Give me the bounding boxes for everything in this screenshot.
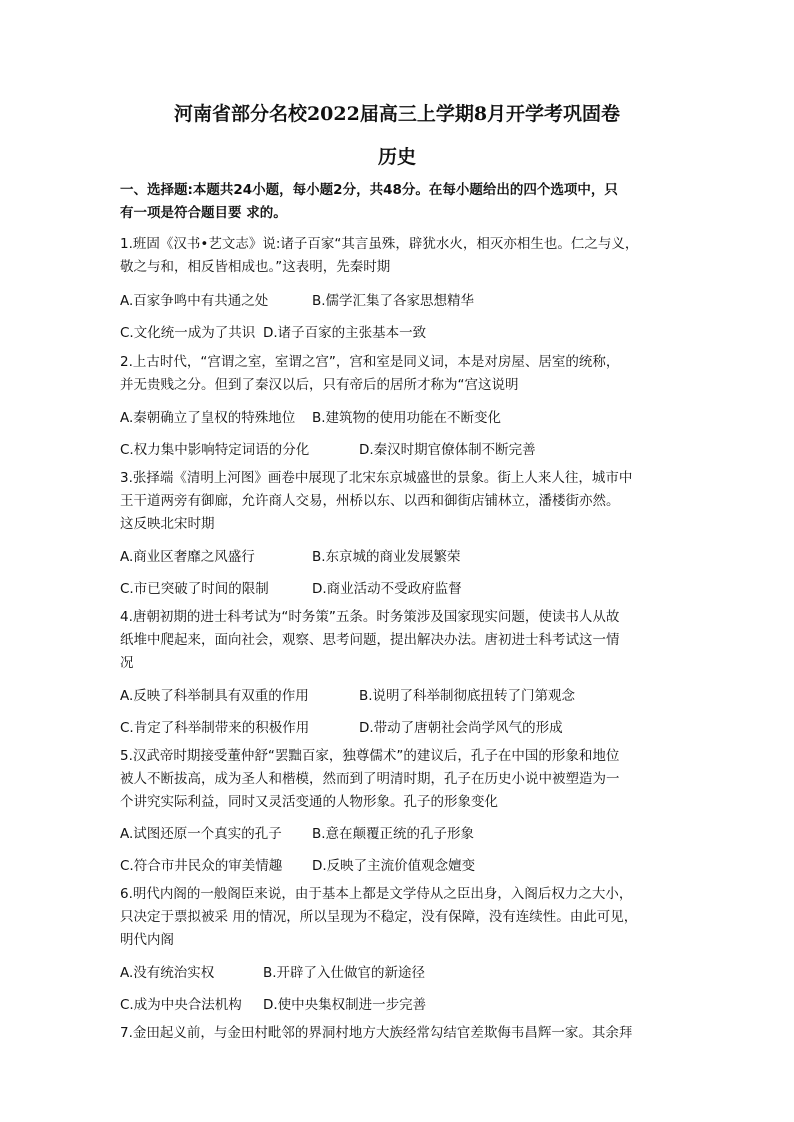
question-text: 2.上古时代，“宫谓之室，室谓之宫”，宫和室是同义词，本是对房屋、居室的统称， bbox=[120, 354, 620, 370]
option-c: C.权力集中影响特定词语的分化 bbox=[120, 442, 310, 458]
option-b: B.东京城的商业发展繁荣 bbox=[312, 549, 461, 565]
question-text: 只决定于票拟被采 用的情况，所以呈现为不稳定，没有保障，没有连续性。由此可见， bbox=[120, 909, 638, 925]
question-text: 4.唐朝初期的进士科考试为“时务策”五条。时务策涉及国家现实问题，使读书人从故 bbox=[120, 609, 620, 625]
question-text: 3.张择端《清明上河图》画卷中展现了北宋东京城盛世的景象。街上人来人往，城市中 bbox=[120, 470, 633, 486]
document-title: 河南省部分名校2022届高三上学期8月开学考巩固卷 bbox=[173, 103, 621, 125]
question-text: 明代内阁 bbox=[120, 932, 174, 948]
option-c: C.文化统一成为了共识 bbox=[120, 325, 256, 341]
question-text: 并无贵贱之分。但到了秦汉以后，只有帝后的居所才称为“宫这说明 bbox=[120, 377, 519, 393]
question-text: 7.金田起义前，与金田村毗邻的界洞村地方大族经常勾结官差欺侮韦昌辉一家。其余拜 bbox=[120, 1025, 633, 1041]
option-c: C.符合市井民众的审美情趣 bbox=[120, 858, 283, 874]
option-b: B.开辟了入仕做官的新途径 bbox=[263, 965, 426, 981]
option-d: D.使中央集权制进一步完善 bbox=[263, 997, 427, 1013]
option-b: B.建筑物的使用功能在不断变化 bbox=[312, 410, 502, 426]
question-text: 被人不断拔高，成为圣人和楷模，然而到了明清时期，孔子在历史小说中被塑造为一 bbox=[120, 771, 620, 787]
question-text: 敬之与和，相反皆相成也。”这表明，先秦时期 bbox=[120, 259, 391, 275]
section-instruction: 一、选择题:本题共24小题，每小题2分，共48分。在每小题给出的四个选项中，只 bbox=[120, 182, 618, 198]
question-text: 王干道两旁有御廊，允许商人交易，州桥以东、以西和御街店铺林立，潘楼街亦然。 bbox=[120, 493, 620, 509]
option-b: B.儒学汇集了各家思想精华 bbox=[312, 293, 475, 309]
option-a: A.试图还原一个真实的孔子 bbox=[120, 826, 282, 842]
option-d: D.秦汉时期官僚体制不断完善 bbox=[359, 442, 536, 458]
option-a: A.商业区奢靡之风盛行 bbox=[120, 549, 255, 565]
option-a: A.反映了科举制具有双重的作用 bbox=[120, 688, 309, 704]
question-text: 6.明代内阁的一般阁臣来说，由于基本上都是文学侍从之臣出身，入阁后权力之大小， bbox=[120, 886, 633, 902]
option-a: A.百家争鸣中有共通之处 bbox=[120, 293, 269, 309]
question-text: 5.汉武帝时期接受董仲舒“罢黜百家，独尊儒术”的建议后，孔子在中国的形象和地位 bbox=[120, 748, 620, 764]
option-b: B.说明了科举制彻底扭转了门第观念 bbox=[359, 688, 576, 704]
section-instruction-cont: 有一项是符合题目要 求的。 bbox=[120, 205, 287, 221]
question-text: 1.班固《汉书•艺文志》说:诸子百家“其言虽殊，辟犹水火，相灭亦相生也。仁之与义， bbox=[120, 236, 639, 252]
option-a: A.秦朝确立了皇权的特殊地位 bbox=[120, 410, 296, 426]
option-c: C.成为中央合法机构 bbox=[120, 997, 242, 1013]
option-b: B.意在颠覆正统的孔子形象 bbox=[312, 826, 475, 842]
subject-title: 历史 bbox=[377, 146, 416, 168]
question-text: 况 bbox=[120, 655, 134, 671]
option-c: C.市已突破了时间的限制 bbox=[120, 581, 269, 597]
question-text: 纸堆中爬起来，面向社会，观察、思考问题，提出解决办法。唐初进士科考试这一情 bbox=[120, 632, 620, 648]
question-text: 个讲究实际利益，同时又灵活变通的人物形象。孔子的形象变化 bbox=[120, 794, 498, 810]
option-d: D.带动了唐朝社会尚学风气的形成 bbox=[359, 720, 563, 736]
question-text: 这反映北宋时期 bbox=[120, 516, 215, 532]
option-d: D.商业活动不受政府监督 bbox=[312, 581, 462, 597]
option-a: A.没有统治实权 bbox=[120, 965, 215, 981]
option-d: D.反映了主流价值观念嬗变 bbox=[312, 858, 476, 874]
option-d: D.诸子百家的主张基本一致 bbox=[263, 325, 427, 341]
option-c: C.肯定了科举制带来的积极作用 bbox=[120, 720, 310, 736]
